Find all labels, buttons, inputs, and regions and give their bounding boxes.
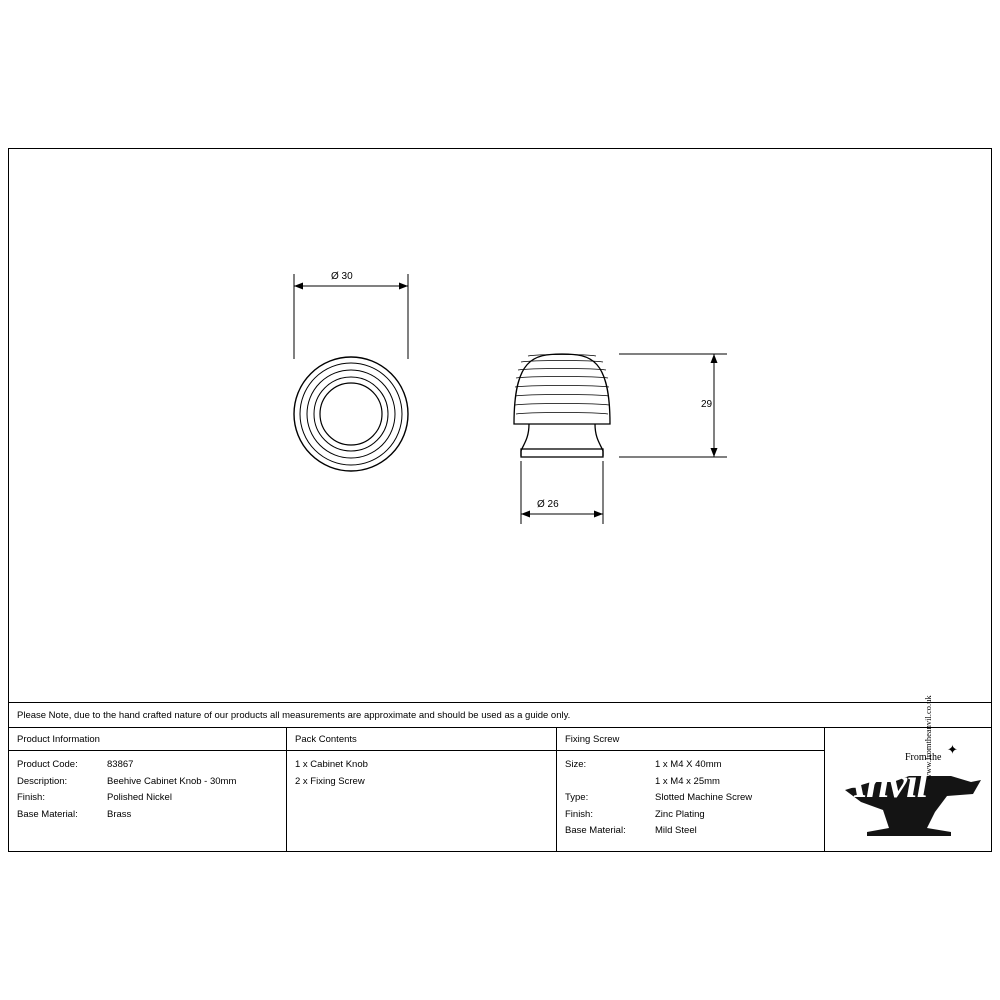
width-dimension [294, 274, 408, 359]
screw-finish-value: Zinc Plating [655, 808, 705, 820]
logo-url-text: www.fromtheanvil.co.uk [923, 695, 933, 780]
spec-sheet [8, 148, 992, 852]
base-dimension [521, 461, 603, 524]
base-material-value: Brass [107, 808, 132, 820]
list-item: 1 x Cabinet Knob [295, 759, 368, 770]
product-information-table [9, 728, 287, 851]
product-code-value: 83867 [107, 759, 134, 770]
from-the-anvil-logo [831, 695, 985, 840]
screw-size-value-2: 1 x M4 x 25mm [655, 775, 720, 787]
product-code-label: Product Code: [17, 759, 78, 770]
description-value: Beehive Cabinet Knob - 30mm [107, 775, 237, 787]
logo-anvil-text: Anvil [839, 761, 928, 807]
measurement-note-text: Please Note, due to the hand crafted nature of our products all measurements are approximate and should be used as a guide only. [17, 709, 571, 721]
table-row [17, 757, 278, 774]
screw-base-material-label: Base Material: [565, 825, 626, 836]
pack-contents-title: Pack Contents [287, 734, 556, 751]
base-dimension-label: Ø 26 [537, 499, 559, 510]
screw-size-value-1: 1 x M4 X 40mm [655, 759, 722, 770]
finish-value: Polished Nickel [107, 792, 172, 803]
product-information-title: Product Information [9, 734, 286, 751]
list-item: 2 x Fixing Screw [295, 775, 365, 787]
star-icon: ✦ [947, 742, 958, 757]
fixing-screw-table [557, 728, 825, 851]
finish-label: Finish: [17, 792, 45, 803]
measurement-note [9, 702, 991, 728]
screw-type-label: Type: [565, 792, 589, 803]
table-row [17, 790, 278, 807]
table-row [17, 807, 278, 824]
drawing-svg [9, 149, 991, 702]
description-label: Description: [17, 775, 68, 787]
base-material-label: Base Material: [17, 808, 78, 820]
screw-size-label: Size: [565, 759, 587, 770]
table-row [565, 790, 816, 807]
knob-side-view [514, 354, 610, 457]
table-row [565, 807, 816, 824]
brand-logo-cell [825, 695, 991, 851]
height-dimension-label: 29 [701, 399, 713, 410]
screw-finish-label: Finish: [565, 808, 593, 820]
table-row [565, 757, 816, 774]
screw-type-value: Slotted Machine Screw [655, 792, 753, 803]
table-row [565, 823, 816, 840]
fixing-screw-title: Fixing Screw [557, 734, 824, 751]
technical-drawing [9, 149, 991, 702]
table-row [17, 774, 278, 791]
width-dimension-label: Ø 30 [331, 271, 353, 282]
pack-contents-table [287, 728, 557, 851]
logo-from-the-text: From the [905, 752, 942, 763]
knob-front-view [294, 357, 408, 471]
screw-base-material-value: Mild Steel [655, 825, 697, 836]
